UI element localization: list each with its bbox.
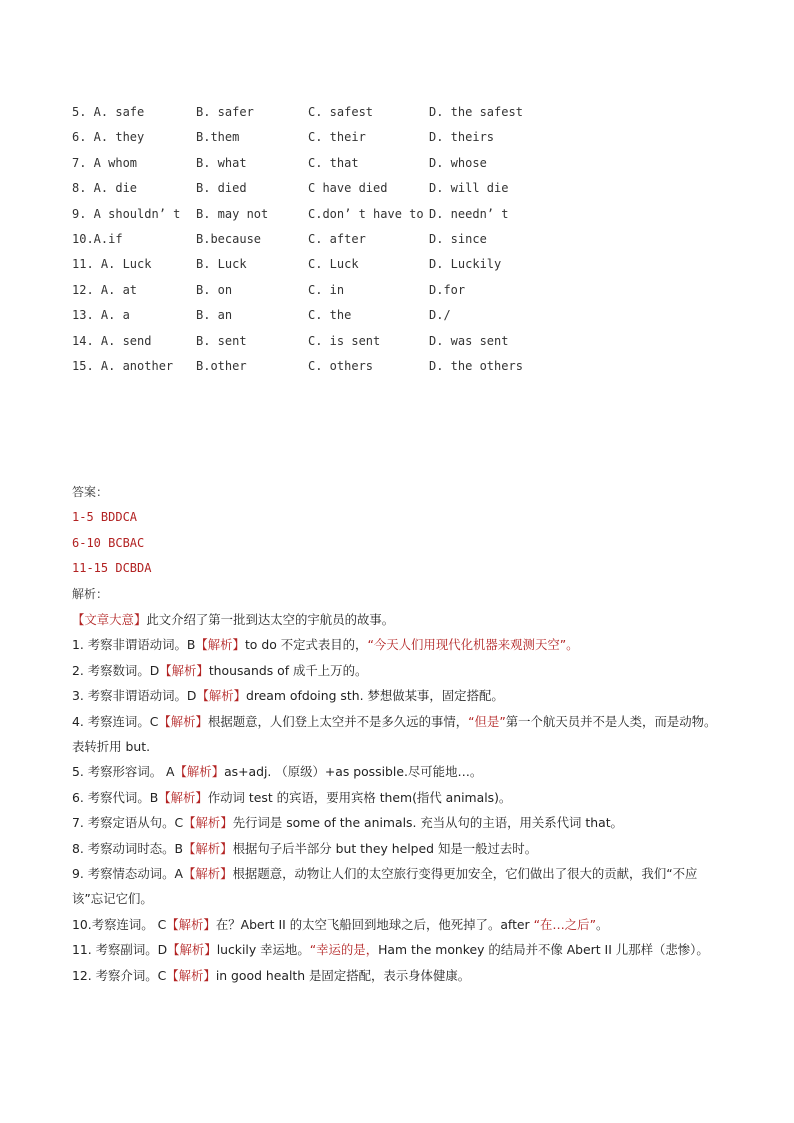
- analysis-item: [72, 937, 722, 962]
- analysis-head: 3. 考察非谓语动词。D: [72, 688, 197, 704]
- options-list: [72, 102, 752, 381]
- analysis-b: “在…之后”: [533, 916, 596, 932]
- analysis-head: 11. 考察副词。D: [72, 942, 168, 958]
- analysis-tag: 【解析】: [183, 840, 233, 856]
- option-c: C. after: [308, 231, 366, 246]
- summary-text: 此文介绍了第一批到达太空的宇航员的故事。: [146, 612, 395, 627]
- option-b: B. safer: [196, 105, 254, 119]
- analysis-head: 1. 考察非谓语动词。B: [72, 637, 196, 653]
- option-row: [72, 127, 752, 152]
- analysis-head: 6. 考察代词。B: [72, 789, 159, 805]
- option-c: C. others: [308, 358, 374, 373]
- analysis-head: 12. 考察介词。C: [72, 967, 167, 983]
- analysis-a: thousands of 成千上万的。: [208, 662, 368, 678]
- analysis-head: 4. 考察连词。C: [72, 713, 159, 729]
- option-d: D. was sent: [429, 333, 509, 348]
- analysis-item: [72, 963, 722, 988]
- analysis-section: [72, 607, 722, 988]
- option-num: 10.A.if: [72, 231, 123, 246]
- option-d: D. the safest: [429, 105, 523, 119]
- analysis-head: 7. 考察定语从句。C: [72, 815, 184, 831]
- option-d: D./: [429, 308, 451, 323]
- analysis-item: [72, 759, 722, 784]
- option-num: 8. A. die: [72, 181, 138, 196]
- analysis-a: 在？Abert II 的太空飞船回到地球之后，他死掉了。after: [215, 916, 534, 932]
- option-row: [72, 153, 752, 178]
- answer-key-11-15: 11-15 DCBDA: [72, 561, 152, 576]
- option-b: B. on: [196, 282, 233, 297]
- option-row: [72, 229, 752, 254]
- option-b: B.because: [196, 231, 262, 246]
- option-b: B. may not: [196, 206, 269, 221]
- option-d: D.for: [429, 282, 466, 297]
- analysis-tag: 【解析】: [158, 789, 208, 805]
- analysis-a: in good health 是固定搭配，表示身体健康。: [215, 967, 471, 983]
- option-row: [72, 254, 752, 279]
- analysis-c: Ham the monkey 的结局并不像 Abert II 儿那样（悲惨）。: [378, 942, 709, 958]
- option-b: B. died: [196, 181, 247, 196]
- analysis-item: [72, 836, 722, 861]
- option-num: 5. A. safe: [72, 105, 145, 119]
- option-b: B.other: [196, 358, 247, 373]
- option-d: D. Luckily: [429, 257, 502, 272]
- analysis-head: 8. 考察动词时态。B: [72, 840, 183, 856]
- option-d: D. the others: [429, 358, 523, 373]
- analysis-item: [72, 785, 722, 810]
- analysis-a: to do 不定式表目的，: [244, 637, 368, 653]
- option-c: C. that: [308, 155, 359, 170]
- analysis-tag: 【解析】: [166, 916, 216, 932]
- analysis-tag: 【解析】: [182, 866, 233, 882]
- analysis-head: 5. 考察形容词。 A: [72, 764, 175, 780]
- option-num: 13. A. a: [72, 308, 130, 323]
- option-b: B. what: [196, 155, 247, 170]
- analysis-item: [72, 861, 722, 912]
- analysis-tag: 【解析】: [196, 688, 246, 704]
- option-c: C. Luck: [308, 257, 359, 272]
- analysis-head: 2. 考察数词。D: [72, 662, 160, 678]
- option-row: [72, 204, 752, 229]
- answer-key-1-5: 1-5 BDDCA: [72, 510, 138, 525]
- analysis-a: 作动词 test 的宾语，要用宾格 them(指代 animals)。: [207, 789, 512, 805]
- analysis-c: 。: [596, 916, 609, 932]
- option-row: [72, 356, 752, 381]
- analysis-a: 先行词是 some of the animals. 充当从句的主语，用关系代词 that。: [232, 815, 623, 831]
- analysis-tag: 【解析】: [166, 967, 216, 983]
- analysis-b: “但是”: [468, 713, 506, 729]
- analysis-a: 根据题意，动物让人们的太空旅行变得更加安全，它们做出了很大的贡献，我们“不应该”忘记它们。: [72, 866, 698, 907]
- option-d: D. will die: [429, 181, 509, 196]
- option-d: D. needn’ t: [429, 206, 509, 221]
- option-num: 7. A whom: [72, 155, 138, 170]
- option-c: C. the: [308, 308, 352, 323]
- analysis-c: 第一个航天员并不是人类，而是动物。表转折用 but.: [72, 713, 717, 755]
- option-d: D. whose: [429, 155, 487, 170]
- option-num: 12. A. at: [72, 282, 138, 297]
- analysis-tag: 【解析】: [158, 713, 208, 729]
- analysis-a: as+adj. （原级）+as possible.尽可能地…。: [224, 764, 483, 780]
- option-row: [72, 280, 752, 305]
- option-b: B. sent: [196, 333, 247, 348]
- answers-section: [72, 482, 752, 609]
- option-num: 9. A shouldn’ t: [72, 206, 181, 221]
- option-num: 14. A. send: [72, 333, 152, 348]
- option-d: D. since: [429, 231, 487, 246]
- option-c: C. safest: [308, 105, 374, 119]
- option-row: [72, 305, 752, 330]
- analysis-item: [72, 658, 722, 683]
- option-c: C. in: [308, 282, 345, 297]
- option-c: C.don’ t have to: [308, 206, 424, 221]
- option-row: [72, 178, 752, 203]
- analysis-tag: 【解析】: [174, 764, 225, 780]
- option-num: 15. A. another: [72, 358, 174, 373]
- analysis-tag: 【解析】: [183, 815, 233, 831]
- option-num: 11. A. Luck: [72, 257, 152, 272]
- analysis-b: “今天人们用现代化机器来观测天空”。: [367, 637, 579, 653]
- analysis-item: [72, 810, 722, 835]
- option-b: B. an: [196, 308, 233, 323]
- analysis-tag: 【解析】: [159, 662, 209, 678]
- answers-title: 答案：: [72, 485, 109, 499]
- analysis-b: “幸运的是，: [309, 942, 379, 958]
- option-c: C. is sent: [308, 333, 381, 348]
- analysis-item: [72, 683, 722, 708]
- analysis-a: 根据题意，人们登上太空并不是多久远的事情，: [207, 713, 469, 729]
- summary-tag: 【文章大意】: [72, 612, 147, 627]
- answer-key-6-10: 6-10 BCBAC: [72, 535, 145, 550]
- analysis-item: [72, 709, 722, 760]
- analysis-item: [72, 912, 722, 937]
- analysis-a: luckily 幸运地。: [216, 942, 310, 958]
- option-row: [72, 331, 752, 356]
- analysis-item: [72, 632, 722, 657]
- analysis-tag: 【解析】: [195, 637, 245, 653]
- analysis-head: 10.考察连词。 C: [72, 916, 167, 932]
- analysis-a: dream ofdoing sth. 梦想做某事，固定搭配。: [246, 688, 504, 704]
- option-c: C. their: [308, 130, 366, 145]
- article-summary: [72, 607, 722, 632]
- analysis-head: 9. 考察情态动词。A: [72, 866, 183, 882]
- option-num: 6. A. they: [72, 130, 145, 145]
- option-d: D. theirs: [429, 130, 495, 145]
- analysis-a: 根据句子后半部分 but they helped 知是一般过去时。: [232, 840, 538, 856]
- analysis-tag: 【解析】: [167, 942, 217, 958]
- analysis-label: 解析：: [72, 586, 109, 601]
- option-b: B.them: [196, 130, 240, 145]
- option-b: B. Luck: [196, 257, 247, 272]
- option-row: [72, 102, 752, 127]
- option-c: C have died: [308, 181, 388, 196]
